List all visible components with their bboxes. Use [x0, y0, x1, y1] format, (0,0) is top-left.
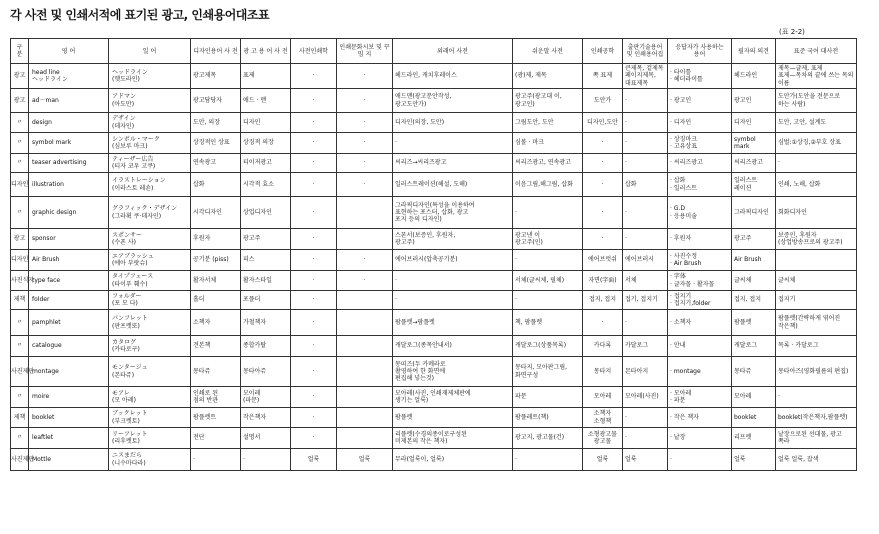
table-cell: ·	[337, 250, 393, 271]
table-cell: ·	[513, 291, 583, 310]
table-cell: ·	[291, 428, 337, 449]
table-cell: 소형광고물 광고물	[583, 428, 623, 449]
table-cell: folder	[29, 291, 109, 310]
table-cell: 몽띠즈(두 카메라로 촬영하여 한 화면에 편집해 넣는것)	[393, 357, 513, 387]
table-cell: 삽화	[623, 173, 668, 197]
table-cell: illustration	[29, 173, 109, 197]
table-row	[11, 336, 857, 357]
table-cell: 광고지, 광고물(건)	[513, 428, 583, 449]
category-cell: 제책	[11, 291, 29, 310]
table-cell: ·	[191, 449, 241, 471]
table-cell: 씨리즈광고	[732, 154, 776, 173]
table-cell: ·	[337, 154, 393, 173]
table-cell: ·	[337, 271, 393, 291]
table-cell: 몽타쥬	[191, 357, 241, 387]
table-cell: ·	[513, 250, 583, 271]
category-cell: 〃	[11, 113, 29, 133]
table-cell: 인쇄, 노해, 삽화	[776, 173, 857, 197]
table-cell: ·	[337, 133, 393, 154]
category-cell: 〃	[11, 428, 29, 449]
table-cell: ニスまだら (니수마다라)	[109, 449, 191, 471]
table-cell: 도안, 고안, 설계도	[776, 113, 857, 133]
table-cell	[337, 408, 393, 428]
table-cell: 얼룩 얼룩, 잡색	[776, 449, 857, 471]
table-cell: ·	[291, 336, 337, 357]
table-cell: ·	[291, 113, 337, 133]
table-cell: 그라픽디자인	[732, 197, 776, 229]
table-cell	[337, 387, 393, 408]
table-cell: 쪽 표제	[583, 64, 623, 89]
category-cell: 광고	[11, 229, 29, 250]
table-cell: 연속광고	[191, 154, 241, 173]
table-cell: 광고낸 이 광고주(인)	[513, 229, 583, 250]
header-cell: 구 분	[11, 39, 29, 64]
table-cell: 리플렛(수경의종이로구성된 미제본의 작은 책자)	[393, 428, 513, 449]
table-cell: type face	[29, 271, 109, 291]
table-cell: パンフレット (판프렛또)	[109, 310, 191, 336]
category-cell: 사진제판	[11, 449, 29, 471]
table-cell: ·	[393, 133, 513, 154]
table-cell: · 작은 책자	[668, 408, 732, 428]
table-cell: 광고인	[732, 89, 776, 113]
table-cell: 서체	[623, 271, 668, 291]
table-cell: 몽타쥬	[732, 357, 776, 387]
table-row	[11, 89, 857, 113]
table-cell: ヘッドライン (헷도라인)	[109, 64, 191, 89]
table-row	[11, 428, 857, 449]
table-cell: カタログ (카타로구)	[109, 336, 191, 357]
table-cell: 심벌:①상징,②부호 상표	[776, 133, 857, 154]
table-cell: 팜플레트(책)	[513, 408, 583, 428]
table-cell: catalogue	[29, 336, 109, 357]
table-cell: · 소책자	[668, 310, 732, 336]
header-cell: 출판기술용어 및 인쇄용어집	[623, 39, 668, 64]
table-cell: 상징적 의장	[241, 133, 291, 154]
table-cell: symbol mark	[732, 133, 776, 154]
table-cell: リーフレット (리후렛토)	[109, 428, 191, 449]
table-cell: ·	[513, 449, 583, 471]
table-body	[11, 64, 857, 471]
table-cell: head line ヘッドライン	[29, 64, 109, 89]
table-cell: 캐달로그	[732, 336, 776, 357]
table-cell: 모아레	[583, 387, 623, 408]
table-cell: ·	[291, 291, 337, 310]
table-cell: 홀더	[191, 291, 241, 310]
table-cell: 도안가(도안을 전문으로 하는 사람)	[776, 89, 857, 113]
table-cell	[337, 357, 393, 387]
table-cell: 활자스타일	[241, 271, 291, 291]
table-cell: 소책자 소형책	[583, 408, 623, 428]
table-cell: 심볼 · 마크	[513, 133, 583, 154]
header-cell: 영 어	[29, 39, 109, 64]
category-cell: 사진제판	[11, 357, 29, 387]
table-cell: ·	[291, 310, 337, 336]
table-row	[11, 291, 857, 310]
table-cell: 디자인	[732, 113, 776, 133]
table-cell: · 字体 · 글자꼴 · 활자꼴	[668, 271, 732, 291]
table-cell: ·	[583, 310, 623, 336]
table-cell: 서체(글씨체, 필체)	[513, 271, 583, 291]
category-cell: 〃	[11, 154, 29, 173]
table-cell: 접지, 접지	[583, 291, 623, 310]
table-cell: · 삽화 · 일러스트	[668, 173, 732, 197]
table-cell: montage	[29, 357, 109, 387]
table-cell: 파문	[513, 387, 583, 408]
table-cell: 일러스트레이션(해설, 도해)	[393, 173, 513, 197]
table-cell: 상징적인 상표	[191, 133, 241, 154]
table-cell: ·	[623, 113, 668, 133]
table-cell: 설명서	[241, 428, 291, 449]
table-cell: 광고주	[732, 229, 776, 250]
table-cell: ·	[337, 89, 393, 113]
table-row	[11, 387, 857, 408]
table-row	[11, 271, 857, 291]
table-cell: booklet	[29, 408, 109, 428]
table-cell: モンタージュ (몬타쥬)	[109, 357, 191, 387]
table-cell: 시각디자인	[191, 197, 241, 229]
table-cell: 후원자	[191, 229, 241, 250]
table-cell: 책, 팜플렛	[513, 310, 583, 336]
table-cell: ·	[583, 154, 623, 173]
table-cell: ·	[776, 387, 857, 408]
table-cell: · 씨리즈광고	[668, 154, 732, 173]
table-cell: 스폰서(보증인, 후원자, 광고주)	[393, 229, 513, 250]
table-cell: 애드 · 맨	[241, 89, 291, 113]
table-cell: ·	[291, 387, 337, 408]
category-cell: 디자인	[11, 173, 29, 197]
table-cell: タイプフェース (타이푸 훼수)	[109, 271, 191, 291]
table-cell: 글씨체	[732, 271, 776, 291]
table-cell: 표제	[241, 64, 291, 89]
table-cell: 가철책자	[241, 310, 291, 336]
table-cell: 회화디자인	[776, 197, 857, 229]
table-cell: ·	[623, 133, 668, 154]
table-cell: 시각적 효소	[241, 173, 291, 197]
table-cell: 캐달로그(상품목록)	[513, 336, 583, 357]
table-cell	[337, 229, 393, 250]
table-cell: 몬타아지	[623, 357, 668, 387]
table-cell: 인쇄로 된 점의 반관	[191, 387, 241, 408]
category-cell: 디자인	[11, 250, 29, 271]
table-cell: ·	[513, 197, 583, 229]
table-cell: ·	[623, 197, 668, 229]
table-cell: 티이저광고	[241, 154, 291, 173]
table-cell: ·	[337, 113, 393, 133]
table-cell: · 광고인	[668, 89, 732, 113]
category-cell: 제책	[11, 408, 29, 428]
table-cell: 디자인	[241, 113, 291, 133]
table-cell: 몽타지	[583, 357, 623, 387]
table-cell: 삽화	[191, 173, 241, 197]
table-cell: 얼룩	[583, 449, 623, 471]
table-row	[11, 229, 857, 250]
table-cell: 카달로그	[623, 336, 668, 357]
table-cell: ·	[583, 229, 623, 250]
table-cell: graphic design	[29, 197, 109, 229]
table-cell: ·	[623, 428, 668, 449]
table-cell: 도안가	[583, 89, 623, 113]
category-cell: 광고	[11, 64, 29, 89]
table-cell: 얼룩	[337, 449, 393, 471]
table-cell: · 사진수정 · Air Brush	[668, 250, 732, 271]
table-cell: 몽타아즈(영화필름의 편집)	[776, 357, 857, 387]
table-cell: 도안, 의장	[191, 113, 241, 133]
table-cell: · 후원자	[668, 229, 732, 250]
category-cell: 사진식자	[11, 271, 29, 291]
table-row	[11, 173, 857, 197]
table-cell: 캐달로그(종목안내서)	[393, 336, 513, 357]
table-cell: 무라(얼룩이, 얼룩)	[393, 449, 513, 471]
table-cell: teaser advertising	[29, 154, 109, 173]
table-cell: 견본책	[191, 336, 241, 357]
table-cell: · 낱장	[668, 428, 732, 449]
table-cell	[776, 250, 857, 271]
table-cell: 목록 · 카달로그	[776, 336, 857, 357]
table-cell: · 디자인	[668, 113, 732, 133]
header-cell: 외래어 사전	[393, 39, 513, 64]
table-cell: ·	[241, 449, 291, 471]
table-cell: booklet	[732, 408, 776, 428]
table-cell: 씨리즈→씨리즈광고	[393, 154, 513, 173]
category-cell: 〃	[11, 310, 29, 336]
table-cell: ·	[583, 133, 623, 154]
table-cell: ·	[291, 154, 337, 173]
table-cell: · 접지기 · 접지기,folder	[668, 291, 732, 310]
table-cell: 소책자	[191, 310, 241, 336]
table-row	[11, 113, 857, 133]
table-cell: 상업디자인	[241, 197, 291, 229]
table-cell: · 타이틀 · 헤더라이틀	[668, 64, 732, 89]
table-cell: ·	[668, 449, 732, 471]
table-cell: 에어브러시	[623, 250, 668, 271]
table-cell: 공기분 (piss)	[191, 250, 241, 271]
table-cell: フォルダー (포 모 다)	[109, 291, 191, 310]
table-cell	[337, 428, 393, 449]
table-cell: 디자인(의장, 도안)	[393, 113, 513, 133]
table-cell: booklet(작은책자,팜플렛)	[776, 408, 857, 428]
table-cell: 팜플렛	[393, 408, 513, 428]
header-cell: 표준 국어 대사전	[776, 39, 857, 64]
table-cell: イラストレーション (이라스토 레숀)	[109, 173, 191, 197]
table-cell: ·	[623, 408, 668, 428]
header-cell: 응답자가 사용하는 용어	[668, 39, 732, 64]
table-cell: 작은책자	[241, 408, 291, 428]
table-cell: Air Brush	[732, 250, 776, 271]
table-cell: ·	[623, 154, 668, 173]
table-cell: ·	[291, 133, 337, 154]
table-cell: · 안내	[668, 336, 732, 357]
table-cell: 글씨체	[776, 271, 857, 291]
table-row	[11, 154, 857, 173]
table-cell: 제목—글제, 표제 표제—목차의 끝에 쓰는 목의 이름	[776, 64, 857, 89]
table-cell: グラフィック・デザイン (그라휙 쿠·데자인)	[109, 197, 191, 229]
table-cell: 광고주	[241, 229, 291, 250]
table-cell: ·	[393, 291, 513, 310]
table-cell	[337, 310, 393, 336]
table-cell: ·	[337, 64, 393, 89]
header-row	[11, 39, 857, 64]
table-cell: スポンサー (수폰 사)	[109, 229, 191, 250]
table-cell: 모아레(사진)	[623, 387, 668, 408]
table-cell: デザイン (데자인)	[109, 113, 191, 133]
table-cell: 낱장으로된 선대물, 광고 쪽라	[776, 428, 857, 449]
table-cell: 활자서체	[191, 271, 241, 291]
table-cell: design	[29, 113, 109, 133]
table-cell: 종합카탈	[241, 336, 291, 357]
table-cell: 팜플렛→팜플렛	[393, 310, 513, 336]
table-cell: 에어브럿쉬	[583, 250, 623, 271]
table-cell: 얼룩	[623, 449, 668, 471]
header-cell: 필자의 의견	[732, 39, 776, 64]
table-cell: ·	[583, 173, 623, 197]
table-cell: エアブラッシュ (에아 부랏슈)	[109, 250, 191, 271]
category-cell: 〃	[11, 133, 29, 154]
table-row	[11, 64, 857, 89]
table-cell: アドマン (아도만)	[109, 89, 191, 113]
header-cell: 쉬운말 사전	[513, 39, 583, 64]
table-cell: 전단	[191, 428, 241, 449]
table-cell: · 모아레 · 파문	[668, 387, 732, 408]
table-row	[11, 408, 857, 428]
table-cell	[337, 197, 393, 229]
table-cell: 피스	[241, 250, 291, 271]
table-cell: 헤드라인, 캐치후레이스	[393, 64, 513, 89]
table-cell: 모아레(사진, 인쇄재제체판에 생기는 얼룩)	[393, 387, 513, 408]
table-cell: 몽타아쥬	[241, 357, 291, 387]
table-cell	[337, 291, 393, 310]
table-cell: ·	[623, 310, 668, 336]
table-row	[11, 310, 857, 336]
table-cell: 광고담당자	[191, 89, 241, 113]
header-cell: 광 고 용 어 사 전	[241, 39, 291, 64]
table-cell: 팜플렛(간략하게 엮어진 작은책)	[776, 310, 857, 336]
table-row	[11, 250, 857, 271]
table-cell: ·	[291, 408, 337, 428]
header-cell: 인쇄공학	[583, 39, 623, 64]
table-cell: 에어브러시(압축공기분)	[393, 250, 513, 271]
table-cell: · G.D · 응용미술	[668, 197, 732, 229]
table-cell: sponsor	[29, 229, 109, 250]
table-row	[11, 133, 857, 154]
table-cell: 팜플렛	[732, 310, 776, 336]
table-cell: ブックレット (부크렛토)	[109, 408, 191, 428]
table-cell: シンボル・マーク (심보루 마크)	[109, 133, 191, 154]
table-cell: · montage	[668, 357, 732, 387]
table-cell: 얼룩	[732, 449, 776, 471]
table-cell: ·	[623, 89, 668, 113]
table-cell: 모이레 (파문)	[241, 387, 291, 408]
table-cell: 카다록	[583, 336, 623, 357]
table-cell: モアレ (모 아레)	[109, 387, 191, 408]
table-cell: (광)제, 제목	[513, 64, 583, 89]
table-cell: 몽타지, 모아판그림, 화면구성	[513, 357, 583, 387]
table-cell: 헤드라인	[732, 64, 776, 89]
table-cell: 보증인, 후원자 (상업방송프로의 광고주)	[776, 229, 857, 250]
table-cell: 애드맨(광고문안작성, 광고도안가)	[393, 89, 513, 113]
table-cell: ·	[291, 229, 337, 250]
table-cell: ·	[623, 229, 668, 250]
table-cell: 씨리즈광고, 연속광고	[513, 154, 583, 173]
table-cell: 그림도안, 도안	[513, 113, 583, 133]
table-cell: ·	[291, 250, 337, 271]
table-cell: 모아레	[732, 387, 776, 408]
table-row	[11, 197, 857, 229]
table-cell: 리프렛	[732, 428, 776, 449]
table-cell: leaftlet	[29, 428, 109, 449]
header-cell: 인쇄문화시보 및 꾸 밈 지	[337, 39, 393, 64]
table-cell: ·	[291, 197, 337, 229]
table-cell: ·	[291, 357, 337, 387]
table-cell: 광고주(광고대 이, 광고인)	[513, 89, 583, 113]
table-cell: ·	[583, 197, 623, 229]
header-cell: 일 어	[109, 39, 191, 64]
table-cell: 큰제목, 겉제목 페이지제목, 대표제목	[623, 64, 668, 89]
table-cell	[337, 336, 393, 357]
table-cell: moire	[29, 387, 109, 408]
table-cell: · 상징마크 · 고유상표	[668, 133, 732, 154]
table-row	[11, 357, 857, 387]
table-cell: ·	[776, 154, 857, 173]
table-cell: 얼룩	[291, 449, 337, 471]
table-cell: ·	[337, 173, 393, 197]
table-cell: ·	[393, 271, 513, 291]
table-number: (표 2-2)	[779, 28, 805, 36]
category-cell: 광고	[11, 89, 29, 113]
table-cell: ティーザー広告 (티자 코우 고쿠)	[109, 154, 191, 173]
header-cell: 사전인쇄학	[291, 39, 337, 64]
table-cell: 광고제목	[191, 64, 241, 89]
document-title: 각 사전 및 인쇄서적에 표기된 광고, 인쇄용어대조표	[10, 8, 270, 22]
category-cell: 〃	[11, 336, 29, 357]
table-cell: ·	[291, 89, 337, 113]
table-cell: ·	[291, 173, 337, 197]
table-cell: 일러스트 레이션	[732, 173, 776, 197]
table-row	[11, 449, 857, 471]
table-cell: 포플더	[241, 291, 291, 310]
category-cell: 〃	[11, 197, 29, 229]
terminology-table	[10, 38, 857, 471]
table-cell: 접지기	[776, 291, 857, 310]
table-cell: 팜플렛트	[191, 408, 241, 428]
table-cell: pamphlet	[29, 310, 109, 336]
table-cell: symbol mark	[29, 133, 109, 154]
table-cell: ·	[291, 271, 337, 291]
table-cell: 접지, 접지	[732, 291, 776, 310]
table-cell: 그라픽디자인(특성을 이용하여 표현하는 포스터, 삽화, 광고 포지 등의 디자인)	[393, 197, 513, 229]
table-cell: ·	[291, 64, 337, 89]
table-cell: 디자인,도안	[583, 113, 623, 133]
table-cell: 이음그림,해그림, 삽화	[513, 173, 583, 197]
table-cell: ad－man	[29, 89, 109, 113]
header-cell: 디자인용어 사 전	[191, 39, 241, 64]
table-cell: Air Brush	[29, 250, 109, 271]
table-cell: 자면(字面)	[583, 271, 623, 291]
table-cell: 접기, 접지기	[623, 291, 668, 310]
table-cell: Mottle	[29, 449, 109, 471]
category-cell: 〃	[11, 387, 29, 408]
